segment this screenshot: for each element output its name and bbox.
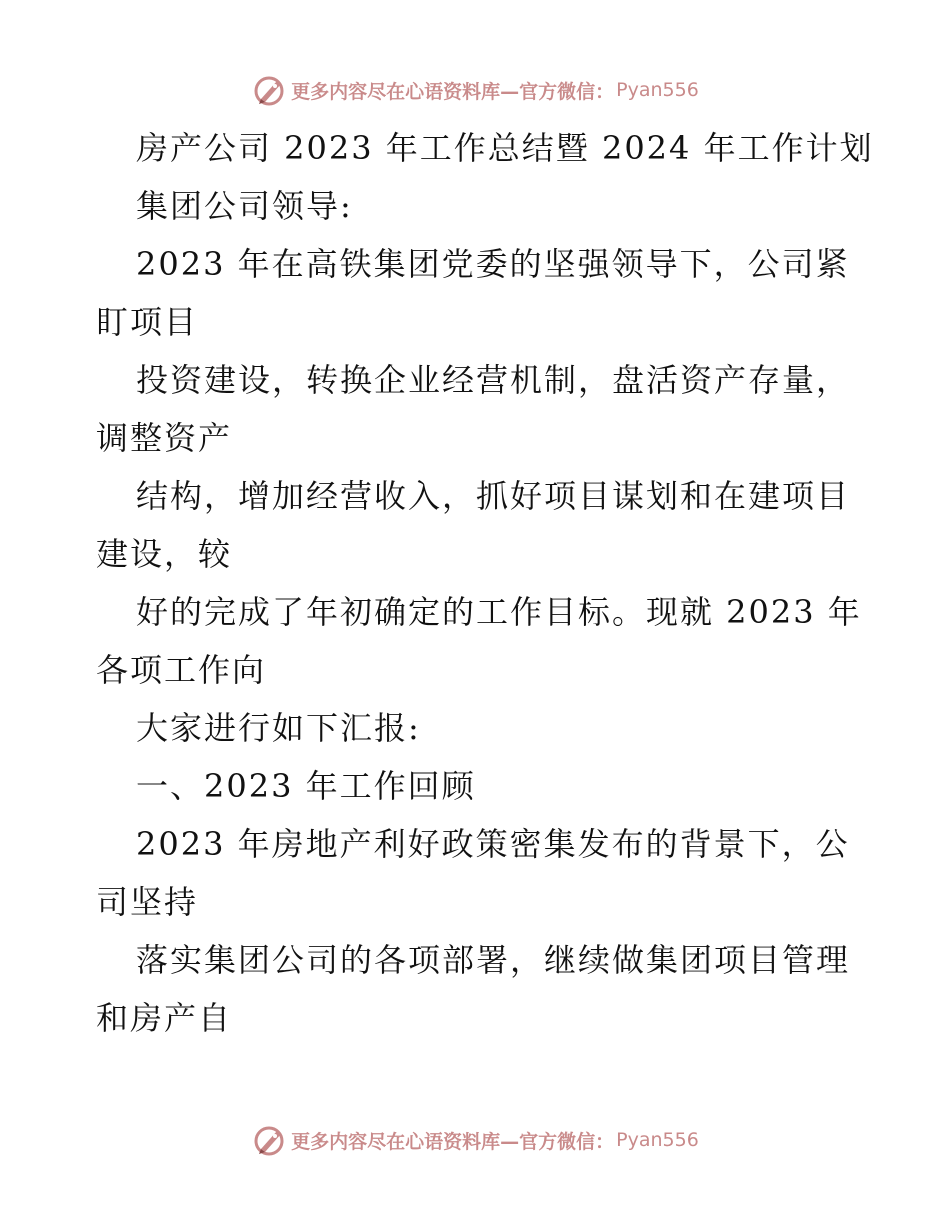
paragraph-line: 投资建设，转换企业经营机制，盘活资产存量，	[136, 361, 851, 399]
paragraph-line: 和房产自	[96, 999, 233, 1037]
paragraph-line: 结构，增加经营收入，抓好项目谋划和在建项目	[136, 477, 851, 515]
salutation: 集团公司领导:	[136, 187, 353, 225]
watermark-wechat-id: Pyan556	[616, 1129, 699, 1151]
watermark-wechat-id: Pyan556	[616, 79, 699, 101]
pen-logo-icon	[251, 1122, 287, 1158]
section-heading: 一、2023 年工作回顾	[136, 767, 476, 805]
paragraph-line: 各项工作向	[96, 651, 267, 689]
paragraph-line: 司坚持	[96, 883, 199, 921]
document-title: 房产公司 2023 年工作总结暨 2024 年工作计划	[136, 129, 874, 167]
footer-watermark	[0, 1120, 950, 1160]
paragraph-line: 盯项目	[96, 303, 199, 341]
paragraph-line: 2023 年在高铁集团党委的坚强领导下，公司紧	[136, 245, 850, 283]
paragraph-line: 调整资产	[96, 419, 233, 457]
paragraph-line: 大家进行如下汇报:	[136, 709, 421, 747]
paragraph-line: 落实集团公司的各项部署，继续做集团项目管理	[136, 941, 851, 979]
paragraph-line: 建设，较	[96, 535, 233, 573]
paragraph-line: 2023 年房地产利好政策密集发布的背景下，公	[136, 825, 850, 863]
paragraph-line: 好的完成了年初确定的工作目标。现就 2023 年	[136, 593, 862, 631]
watermark-text: 更多内容尽在心语资料库—官方微信：	[291, 80, 615, 103]
watermark-text: 更多内容尽在心语资料库—官方微信：	[291, 1130, 615, 1153]
